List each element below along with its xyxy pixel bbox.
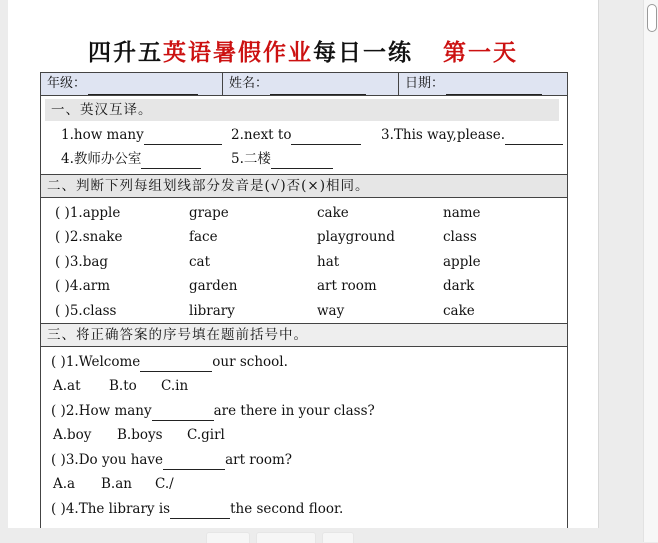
s3-q4-blank[interactable] bbox=[170, 504, 230, 519]
s3-q3: ( )3.Do you have art room? bbox=[51, 452, 293, 468]
toolbar-tab[interactable] bbox=[256, 532, 316, 543]
s1-item-5: 5.二楼 bbox=[231, 149, 333, 169]
s1-item-4: 4.教师办公室 bbox=[61, 149, 201, 169]
section1-title: 一、英汉互译。 bbox=[45, 99, 559, 121]
worksheet-table bbox=[40, 72, 568, 528]
s1-item-1: 1.how many bbox=[61, 125, 222, 145]
s2-row-3-word1: cat bbox=[189, 254, 211, 270]
grade-cell bbox=[41, 73, 223, 95]
s2-row-5-word1: library bbox=[189, 303, 235, 319]
s2-row-2-word1: face bbox=[189, 229, 218, 245]
s2-row-1-word1: grape bbox=[189, 205, 229, 221]
s1-item-2: 2.next to bbox=[231, 125, 361, 145]
s3-q3-option-b: B.an bbox=[101, 476, 132, 492]
toolbar-tab[interactable] bbox=[206, 532, 250, 543]
s1-blank-1[interactable] bbox=[144, 130, 222, 145]
s3-q1-option-b: B.to bbox=[109, 378, 137, 394]
s3-q4: ( )4.The library is the second floor. bbox=[51, 501, 344, 517]
s2-row-2-word2: playground bbox=[317, 229, 395, 245]
s1-blank-4[interactable] bbox=[141, 154, 201, 169]
grade-label: 年级： bbox=[47, 76, 87, 91]
s2-row-1-word3: name bbox=[443, 205, 481, 221]
name-cell bbox=[223, 73, 399, 95]
s2-row-4-word1: garden bbox=[189, 278, 238, 294]
info-header-row bbox=[41, 73, 567, 96]
title-day: 第一天 bbox=[443, 39, 518, 66]
s1-item-3: 3.This way,please. bbox=[381, 125, 563, 145]
title-prefix: 四升五 bbox=[88, 39, 163, 66]
page-title bbox=[8, 34, 598, 67]
s2-row-1-num: ( )1.apple bbox=[55, 205, 121, 221]
s3-q3-option-c: C./ bbox=[155, 476, 174, 492]
s3-q2: ( )2.How many are there in your class? bbox=[51, 403, 375, 419]
s2-row-5-word3: cake bbox=[443, 303, 475, 319]
s2-row-4-word2: art room bbox=[317, 278, 377, 294]
scrollbar-thumb[interactable] bbox=[647, 4, 657, 32]
s3-q2-option-b: B.boys bbox=[117, 427, 163, 443]
vertical-scrollbar[interactable] bbox=[643, 0, 658, 542]
name-label: 姓名： bbox=[229, 76, 269, 91]
s3-q3-blank[interactable] bbox=[163, 455, 225, 470]
s1-blank-3[interactable] bbox=[505, 130, 563, 145]
name-blank[interactable] bbox=[270, 79, 366, 95]
s2-row-3-word2: hat bbox=[317, 254, 340, 270]
s2-row-3-word3: apple bbox=[443, 254, 481, 270]
s3-q3-option-a: A.a bbox=[53, 476, 76, 492]
s2-row-4-num: ( )4.arm bbox=[55, 278, 111, 294]
section3-title: 三、将正确答案的序号填在题前括号中。 bbox=[41, 324, 567, 346]
s3-q1: ( )1.Welcome our school. bbox=[51, 354, 288, 370]
toolbar-tab[interactable] bbox=[322, 532, 354, 543]
date-cell bbox=[399, 73, 567, 95]
s2-row-4-word3: dark bbox=[443, 278, 475, 294]
date-blank[interactable] bbox=[446, 79, 542, 95]
date-label: 日期： bbox=[405, 76, 445, 91]
divider bbox=[41, 197, 567, 198]
s2-row-5-num: ( )5.class bbox=[55, 303, 117, 319]
s3-q2-option-c: C.girl bbox=[187, 427, 225, 443]
title-subject: 英语暑假作业 bbox=[163, 39, 313, 66]
s3-q1-option-a: A.at bbox=[53, 378, 81, 394]
s2-row-3-num: ( )3.bag bbox=[55, 254, 109, 270]
s2-row-5-word2: way bbox=[317, 303, 345, 319]
grade-blank[interactable] bbox=[88, 79, 198, 95]
section2-title: 二、判断下列每组划线部分发音是(√)否(×)相同。 bbox=[41, 175, 567, 197]
s2-row-2-word3: class bbox=[443, 229, 477, 245]
divider bbox=[41, 346, 567, 347]
s3-q2-option-a: A.boy bbox=[53, 427, 92, 443]
s3-q2-blank[interactable] bbox=[152, 406, 214, 421]
s2-row-2-num: ( )2.snake bbox=[55, 229, 123, 245]
s1-blank-5[interactable] bbox=[271, 154, 333, 169]
title-suffix: 每日一练 bbox=[313, 39, 413, 66]
s3-q1-option-c: C.in bbox=[161, 378, 189, 394]
document-page bbox=[8, 0, 599, 528]
s1-blank-2[interactable] bbox=[291, 130, 361, 145]
s3-q1-blank[interactable] bbox=[140, 357, 212, 372]
s2-row-1-word2: cake bbox=[317, 205, 349, 221]
